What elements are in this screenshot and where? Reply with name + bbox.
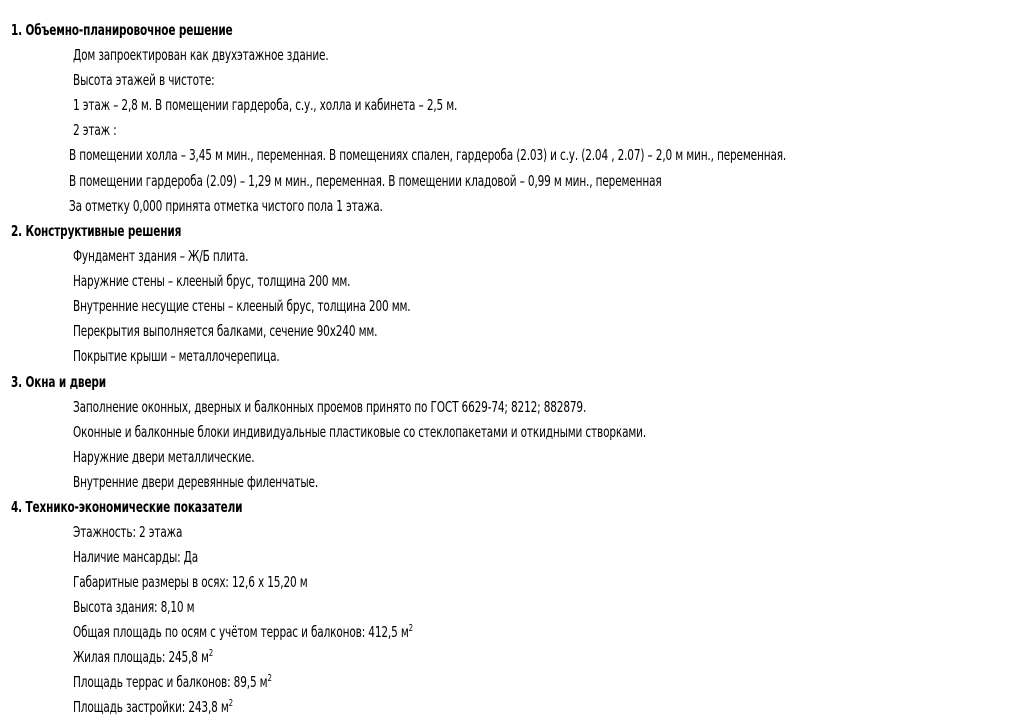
- indicator-text: Площадь застройки: 243,8 м: [73, 698, 229, 716]
- section-line: Наружние двери металлические.: [73, 448, 255, 466]
- section-heading: 2. Конструктивные решения: [11, 222, 182, 240]
- indicator-text: Площадь террас и балконов: 89,5 м: [73, 673, 268, 691]
- section-heading: 3. Окна и двери: [11, 373, 107, 391]
- superscript: 2: [267, 673, 272, 684]
- section-line: [73, 698, 233, 716]
- section-line: За отметку 0,000 принята отметка чистого пола 1 этажа.: [69, 197, 383, 215]
- section-line: Внутренние двери деревянные филенчатые.: [73, 473, 319, 491]
- superscript: 2: [208, 648, 214, 659]
- section-line: Оконные и балконные блоки индивидуальные пластиковые со стеклопакетами и откидными створками.: [73, 423, 647, 441]
- section-line: Высота этажей в чистоте:: [73, 71, 215, 89]
- superscript: 2: [228, 698, 233, 709]
- indicator-text: Общая площадь по осям с учётом террас и балконов: 412,5 м: [73, 623, 409, 641]
- indicator-text: Жилая площадь: 245,8 м: [73, 648, 209, 666]
- section-line: Наличие мансарды: Да: [73, 548, 199, 566]
- section-heading: 1. Объемно-планировочное решение: [11, 21, 233, 39]
- superscript: 2: [408, 623, 413, 634]
- section-line: Фундамент здания – Ж/Б плита.: [73, 247, 249, 265]
- section-line: [73, 623, 413, 641]
- section-heading: 4. Технико-экономические показатели: [11, 498, 243, 516]
- section-line: В помещении холла – 3,45 м мин., переменная. В помещениях спален, гардероба (2.03) и с.у. (2.04 , 2.07) – 2,0 м мин., переменная.: [69, 146, 787, 164]
- section-line: Наружние стены – клееный брус, толщина 200 мм.: [73, 272, 351, 290]
- section-line: [73, 673, 272, 691]
- section-line: В помещении гардероба (2.09) – 1,29 м мин., переменная. В помещении кладовой – 0,99 м мин., переменная: [69, 172, 662, 190]
- section-line: Заполнение оконных, дверных и балконных проемов принято по ГОСТ 6629-74; 8212; 882879.: [73, 398, 587, 416]
- section-line: Покрытие крыши – металлочерепица.: [73, 347, 280, 365]
- section-line: Дом запроектирован как двухэтажное здание.: [73, 46, 329, 64]
- section-line: Этажность: 2 этажа: [73, 523, 183, 541]
- section-line: [73, 648, 213, 666]
- section-line: Габаритные размеры в осях: 12,6 х 15,20 м: [73, 573, 308, 591]
- section-line: Перекрытия выполняется балками, сечение 90х240 мм.: [73, 322, 378, 340]
- section-line: Высота здания: 8,10 м: [73, 598, 195, 616]
- section-line: 1 этаж – 2,8 м. В помещении гардероба, с.у., холла и кабинета – 2,5 м.: [73, 96, 458, 114]
- section-line: 2 этаж :: [73, 121, 117, 139]
- section-line: Внутренние несущие стены – клееный брус, толщина 200 мм.: [73, 297, 411, 315]
